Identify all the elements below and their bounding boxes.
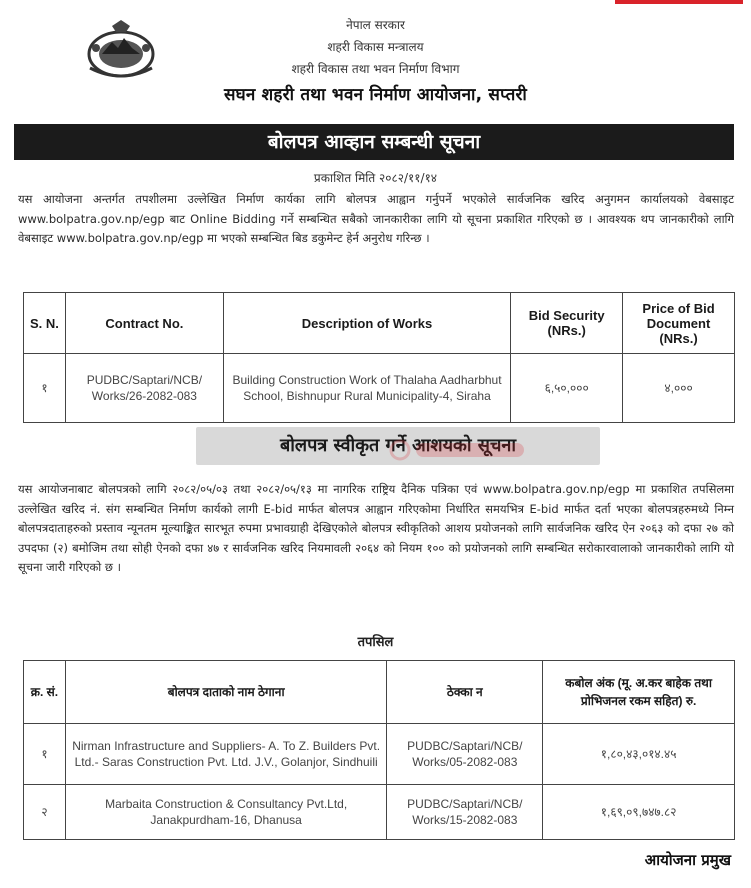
cell-contract-no: PUDBC/Saptari/NCB/ Works/05-2082-083 (387, 724, 543, 785)
header-contract-no: Contract No. (65, 293, 223, 354)
header-ministry: शहरी विकास मन्त्रालय (327, 40, 424, 54)
header-department: शहरी विकास तथा भवन निर्माण विभाग (291, 62, 460, 76)
schedule-label: तपसिल (357, 635, 394, 650)
header-price-bid-document: Price of Bid Document (NRs.) (623, 293, 735, 354)
watermark-logo-icon (388, 434, 530, 466)
intent-schedule-table (23, 660, 735, 840)
published-date: प्रकाशित मिति २०८२/११/१४ (313, 171, 438, 185)
header-sn: S. N. (24, 293, 66, 354)
intent-notice-title: बोलपत्र स्वीकृत गर्ने आशयको सूचना (196, 427, 600, 465)
cell-serial: २ (24, 785, 66, 840)
table-header-row (24, 661, 735, 724)
table-row (24, 354, 735, 423)
table-row (24, 724, 735, 785)
cell-contract-no: PUDBC/Saptari/NCB/ Works/15-2082-083 (387, 785, 543, 840)
cell-serial: १ (24, 724, 66, 785)
header-bid-security: Bid Security (NRs.) (511, 293, 623, 354)
bid-invitation-table (23, 292, 735, 423)
header-quoted-amount: कबोल अंक (मू. अ.कर बाहेक तथा प्रोभिजनल रकम सहित) रु. (543, 661, 735, 724)
notice-title: बोलपत्र आव्हान सम्बन्धी सूचना (14, 124, 734, 160)
cell-price: ४,००० (623, 354, 735, 423)
intent-paragraph: यस आयोजनाबाट बोलपत्रको लागि २०८२/०५/०३ तथा २०८२/०५/१३ मा नागरिक राष्ट्रिय दैनिक पत्रिका एवं www.bolpatra.gov.np/egp मा प्रकाशित तपसिलमा उल्लेखित खरिद नं. संग सम्बन्धित निर्माण कार्यको लागी E-bid मार्फत बोलपत्र आह्वान गरिएकोमा निर्धारित समयभित्र E-bid मार्फत दर्ता भएका बोलपत्रहरुमध्ये निम्न बोलपत्रदाताहरुको प्रस्ताव न्यूनतम मूल्याङ्कित सारभूत रुपमा प्रभावग्राही देखिएकोले बोलपत्र स्वीकृतिको आशय प्रयोजनको लागि सार्वजनिक खरिद ऐन २०६३ को दफा २७ को उपदफा (२) बमोजिम तथा सोही ऐनको दफा ४७ र सार्वजनिक खरिद नियमावली २०६४ को नियम १०० को प्रयोजनको लागि सम्बन्धित सरोकारवालाको जानकारीको लागि यो सूचना जारी गरिएको छ । (18, 482, 734, 575)
cell-amount: १,६९,०९,७४७.८२ (543, 785, 735, 840)
cell-contract-no: PUDBC/Saptari/NCB/ Works/26-2082-083 (65, 354, 223, 423)
cell-bid-security: ६,५०,००० (511, 354, 623, 423)
corner-accent-bar (615, 0, 743, 4)
notice-header (0, 14, 751, 105)
cell-sn: १ (24, 354, 66, 423)
cell-bidder: Nirman Infrastructure and Suppliers- A. To Z. Builders Pvt. Ltd.- Saras Construction Pvt. Ltd. J.V., Golanjor, Sindhuili (65, 724, 386, 785)
table-row (24, 785, 735, 840)
table-header-row (24, 293, 735, 354)
bid-invitation-paragraph: यस आयोजना अन्तर्गत तपशीलमा उल्लेखित निर्माण कार्यका लागि बोलपत्र आह्वान गर्नुपर्ने भएकोले सार्वजनिक खरिद अनुगमन कार्यालयको वेबसाइट www.bolpatra.gov.np/egp बाट Online Bidding गर्ने सम्बन्धित सबैको जानकारीका लागि यो सूचना प्रकाशित गरिएको छ । आवश्यक थप जानकारीको लागि वेबसाइट www.bolpatra.gov.np/egp मा भएको सम्बन्धित बिड डकुमेन्ट हेर्न अनुरोध गरिन्छ । (18, 192, 734, 245)
cell-description: Building Construction Work of Thalaha Aadharbhut School, Bishnupur Rural Municipality-4, Siraha (223, 354, 510, 423)
header-description: Description of Works (223, 293, 510, 354)
header-serial: क्र. सं. (24, 661, 66, 724)
header-project: सघन शहरी तथा भवन निर्माण आयोजना, सप्तरी (223, 85, 528, 105)
cell-amount: १,८०,४३,०१४.४५ (543, 724, 735, 785)
header-government: नेपाल सरकार (346, 18, 405, 32)
header-bidder-name: बोलपत्र दाताको नाम ठेगाना (65, 661, 386, 724)
header-contract-no: ठेक्का न (387, 661, 543, 724)
signature-project-chief: आयोजना प्रमुख (644, 851, 731, 869)
cell-bidder: Marbaita Construction & Consultancy Pvt.Ltd, Janakpurdham-16, Dhanusa (65, 785, 386, 840)
